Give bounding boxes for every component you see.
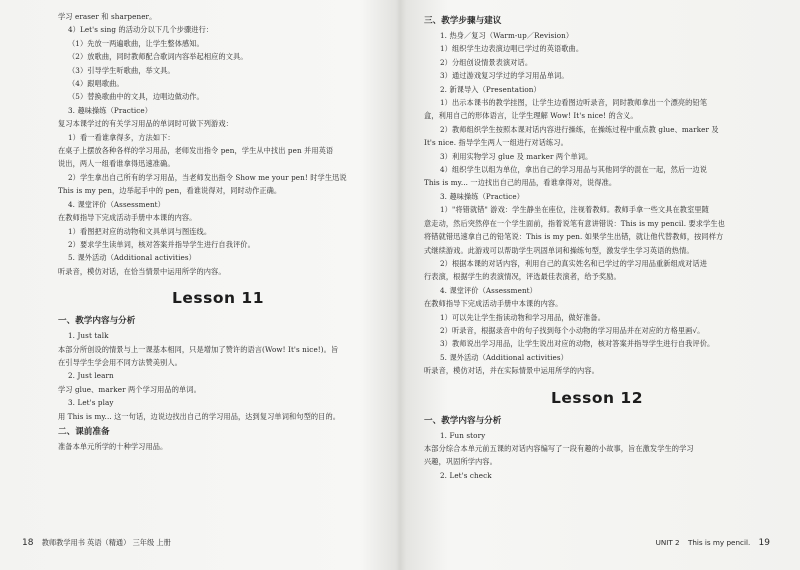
text-line: 4. 课堂评价（Assessment） [440, 285, 537, 295]
section-heading: 三、教学步骤与建议 [424, 16, 502, 26]
text-line: 2. Let's check [440, 470, 492, 480]
text-line: 3. Let's play [68, 398, 114, 408]
text-line: 意走动，然后突然停在一个学生面前，指着说笔有意讲错说：This is my pencil. 要求学生也 [424, 218, 725, 228]
section-heading: 二、课前准备 [58, 426, 110, 437]
text-line: 2. 新课导入（Presentation） [440, 84, 541, 94]
left-page-text-block [58, 10, 378, 278]
text-line: 2）要求学生读单词，核对答案并指导学生进行自我评价。 [68, 239, 255, 249]
page-number: 18 [22, 538, 34, 548]
left-page-footer [22, 538, 171, 548]
text-line: 1）可以先让学生指读动物和学习用品，做好准备。 [440, 312, 606, 322]
text-line: 准备本单元所学的十种学习用品。 [58, 441, 168, 451]
text-line: 2）学生拿出自己所有的学习用品，当老师发出指令 Show me your pen! 时学生迅说 [68, 172, 347, 182]
text-line: 兴趣，巩固所学内容。 [424, 457, 497, 467]
text-line: 2）根据本课的对话内容，利用自己的真实姓名和已学过的学习用品重新组成对话进 [440, 258, 708, 268]
section-heading: 一、教学内容与分析 [424, 415, 502, 426]
text-line: 学习 glue、marker 两个学习用品的单词。 [58, 384, 201, 394]
right-page-text-block-2 [424, 414, 770, 483]
text-line: 1）看图把对应的动物和文具单词与图连线。 [68, 226, 212, 236]
text-line: 在教师指导下完成活动手册中本课的内容。 [424, 299, 563, 309]
text-line: 学习 eraser 和 sharpener。 [58, 12, 157, 21]
text-line: 听录音，模仿对话，在恰当情景中运用所学的内容。 [58, 266, 226, 276]
text-line: 4）组织学生以组为单位，拿出自己的学习用品与其他同学的混在一起，然后一边说 [440, 165, 708, 175]
text-line: 式继续游戏。此游戏可以帮助学生巩固单词和操练句型，激发学生学习英语的热情。 [424, 245, 694, 255]
text-line: This is my pen，边举起手中的 pen，看谁说得对，同时动作正确。 [58, 186, 282, 196]
text-line: 3. 趣味操练（Practice） [440, 191, 525, 201]
text-line: 1. Fun story [440, 430, 486, 440]
text-line: 在桌子上摆放各种各样的学习用品，老师发出指令 pen，学生从中找出 pen 并用英语 [58, 146, 334, 156]
text-line: （1）先放一两遍歌曲，让学生整体感知。 [68, 38, 204, 48]
text-line: 行表演，根据学生的表演情况，评选最佳表演者，给予奖励。 [424, 272, 621, 282]
text-line: 复习本课学过的有关学习用品的单词时可做下列游戏： [58, 119, 233, 129]
book-title: 教师教学用书 英语（精通） 三年级 上册 [41, 538, 171, 547]
text-line: 2）教师组织学生按照本课对话内容进行操练，在操练过程中重点教 glue、marker 及 [440, 124, 719, 134]
text-line: This is my... 一边找出自己的用品，看谁拿得对，说得准。 [424, 178, 617, 188]
text-line: 2. Just learn [68, 371, 114, 381]
text-line: 1）出示本课书的教学挂图，让学生边看图边听录音，同时教师拿出一个漂亮的铅笔 [440, 98, 708, 108]
text-line: （3）引导学生听歌曲，举文具。 [68, 65, 175, 75]
text-line: 盒，利用自己的形体语言，让学生理解 Wow! It's nice! 的含义。 [424, 111, 638, 121]
text-line: （4）跟唱歌曲。 [68, 79, 124, 89]
text-line: 4）Let's sing 的活动分以下几个步骤进行： [68, 25, 214, 35]
text-line: 听录音，模仿对话，并在实际情景中运用所学的内容。 [424, 366, 599, 376]
text-line: 1）"将错就错" 游戏：学生静坐在座位，注视着教师。教师手拿一些文具在教室里随 [440, 205, 709, 215]
text-line: 说出，两人一组看谁拿得迅速准确。 [58, 159, 175, 169]
text-line: 1. 热身／复习（Warm-up／Revision） [440, 31, 574, 40]
text-line: 4. 课堂评价（Assessment） [68, 199, 165, 209]
right-page-footer [656, 538, 770, 548]
lesson-11-title: Lesson 11 [172, 289, 264, 308]
text-line: （2）放歌曲，同时教师配合歌词内容举起相应的文具。 [68, 52, 248, 62]
text-line: 5. 课外活动（Additional activities） [440, 352, 568, 362]
text-line: 在教师指导下完成活动手册中本课的内容。 [58, 213, 197, 223]
text-line: 本部分所创设的情景与上一课基本相同，只是增加了赞许的语言(Wow! It's nice!)。旨 [58, 344, 339, 354]
text-line: 用 This is my... 这一句话，边说边找出自己的学习用品，达到复习单词和句型的目的。 [58, 411, 341, 421]
right-page-text-block [424, 14, 770, 378]
unit-title: This is my pencil. [687, 538, 751, 547]
right-page [404, 0, 800, 570]
unit-label: UNIT 2 [655, 538, 680, 547]
text-line: It's nice. 指导学生两人一组进行对话练习。 [424, 138, 568, 148]
section-heading: 一、教学内容与分析 [58, 316, 136, 327]
text-line: 3）教师说出学习用品，让学生说出对应的动物，核对答案并指导学生进行自我评价。 [440, 339, 715, 349]
text-line: 2）分组创设情景表演对话。 [440, 57, 533, 67]
text-line: 3）利用实物学习 glue 及 marker 两个单词。 [440, 151, 593, 161]
text-line: （5）替换歌曲中的文具，边唱边做动作。 [68, 92, 204, 102]
text-line: 本部分综合本单元前五课的对话内容编写了一段有趣的小故事，旨在激发学生的学习 [424, 443, 694, 453]
text-line: 将错就错迅速拿自己的铅笔说：This is my pen. 如果学生出错，就让他代替教师，按同样方 [424, 232, 724, 242]
lesson-12-title: Lesson 12 [551, 388, 643, 407]
text-line: 2）听录音，根据录音中的句子找到每个小动物的学习用品并在对应的方格里画√。 [440, 325, 705, 335]
text-line: 5. 课外活动（Additional activities） [68, 253, 196, 263]
text-line: 1. Just talk [68, 331, 109, 341]
page-number: 19 [758, 538, 770, 548]
text-line: 3. 趣味操练（Practice） [68, 105, 153, 115]
text-line: 在引导学生学会用不同方法赞美别人。 [58, 357, 182, 367]
text-line: 1）看一看谁拿得多，方法如下： [68, 132, 175, 142]
text-line: 3）通过游戏复习学过的学习用品单词。 [440, 71, 569, 81]
text-line: 1）组织学生边表演边唱已学过的英语歌曲。 [440, 44, 584, 54]
left-page-text-block-2 [58, 314, 378, 453]
